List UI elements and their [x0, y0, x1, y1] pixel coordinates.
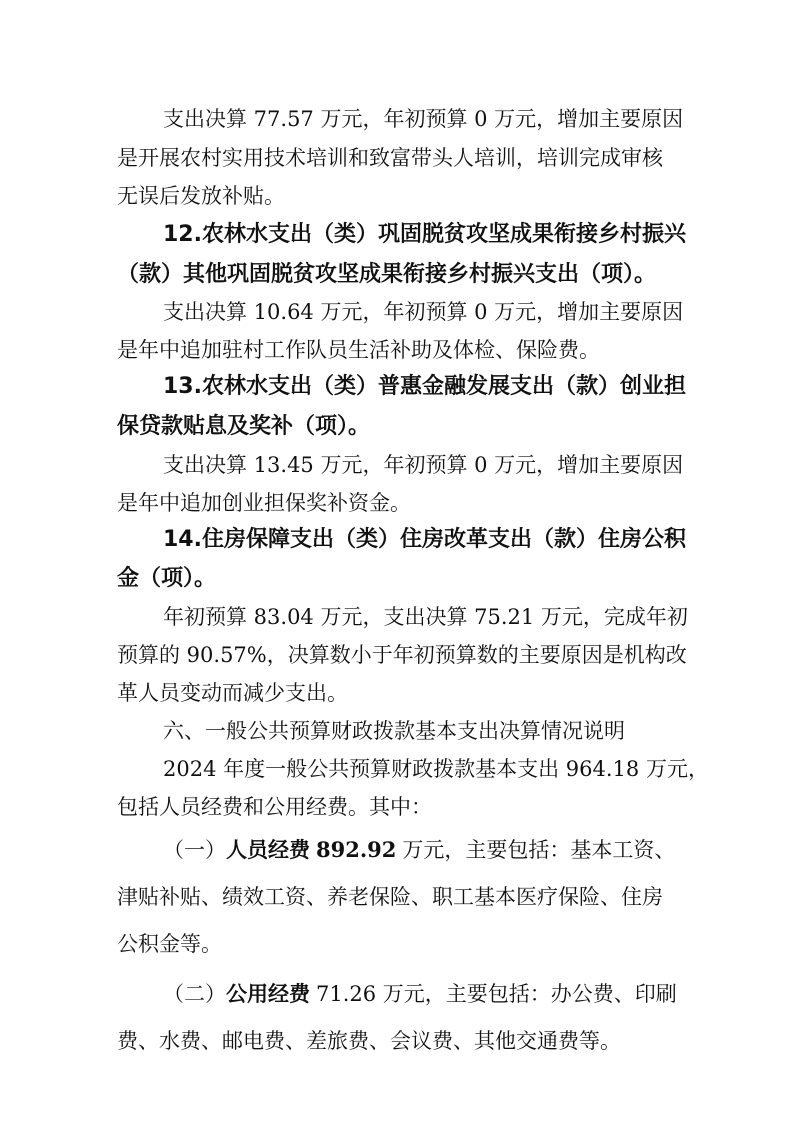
paragraph-line: 是年中追加创业担保奖补资金。	[117, 491, 411, 515]
paragraph-line: 支出决算 77.57 万元，年初预算 0 万元，增加主要原因	[163, 107, 684, 131]
paragraph-line: 是开展农村实用技术培训和致富带头人培训，培训完成审核	[117, 146, 663, 170]
paragraph-line: 包括人员经费和公用经费。其中：	[117, 795, 432, 819]
paragraph-line: 2024 年度一般公共预算财政拨款基本支出 964.18 万元，	[163, 757, 709, 781]
section-heading-12-cont: （款）其他巩固脱贫攻坚成果衔接乡村振兴支出（项）。	[117, 262, 657, 287]
paragraph-line: 无误后发放补贴。	[117, 184, 285, 208]
personnel-expense-line	[163, 836, 675, 864]
section-heading-13-cont: 保贷款贴息及奖补（项）。	[117, 414, 371, 439]
section-heading-14-cont: 金（项）。	[117, 566, 217, 591]
paragraph-line: 年初预算 83.04 万元，支出决算 75.21 万元，完成年初	[163, 605, 688, 629]
paragraph-line: 革人员变动而减少支出。	[117, 681, 348, 705]
item-prefix: （二）	[163, 982, 226, 1006]
paragraph-line: 津贴补贴、绩效工资、养老保险、职工基本医疗保险、住房	[117, 885, 663, 909]
personnel-expense-label: 人员经费	[226, 838, 310, 862]
paragraph-line: 公积金等。	[117, 932, 222, 956]
section-heading-13: 13.农林水支出（类）普惠金融发展支出（款）创业担	[163, 374, 686, 399]
public-expense-label: 公用经费	[226, 982, 310, 1006]
section-heading-12: 12.农林水支出（类）巩固脱贫攻坚成果衔接乡村振兴	[163, 222, 686, 247]
public-expense-line	[163, 980, 677, 1008]
item-prefix: （一）	[163, 838, 226, 862]
paragraph-line: 支出决算 13.45 万元，年初预算 0 万元，增加主要原因	[163, 453, 684, 477]
paragraph-line: 支出决算 10.64 万元，年初预算 0 万元，增加主要原因	[163, 300, 684, 324]
paragraph-line: 是年中追加驻村工作队员生活补助及体检、保险费。	[117, 338, 600, 362]
section-six-heading: 六、一般公共预算财政拨款基本支出决算情况说明	[163, 719, 625, 743]
personnel-expense-amount: 892.92	[316, 837, 397, 862]
paragraph-line: 预算的 90.57%，决算数小于年初预算数的主要原因是机构改	[117, 643, 687, 667]
personnel-expense-rest: 万元，主要包括：基本工资、	[402, 838, 676, 862]
paragraph-line: 费、水费、邮电费、差旅费、会议费、其他交通费等。	[117, 1029, 621, 1053]
public-expense-rest: 71.26 万元，主要包括：办公费、印刷	[316, 982, 677, 1006]
section-heading-14: 14.住房保障支出（类）住房改革支出（款）住房公积	[163, 527, 686, 552]
